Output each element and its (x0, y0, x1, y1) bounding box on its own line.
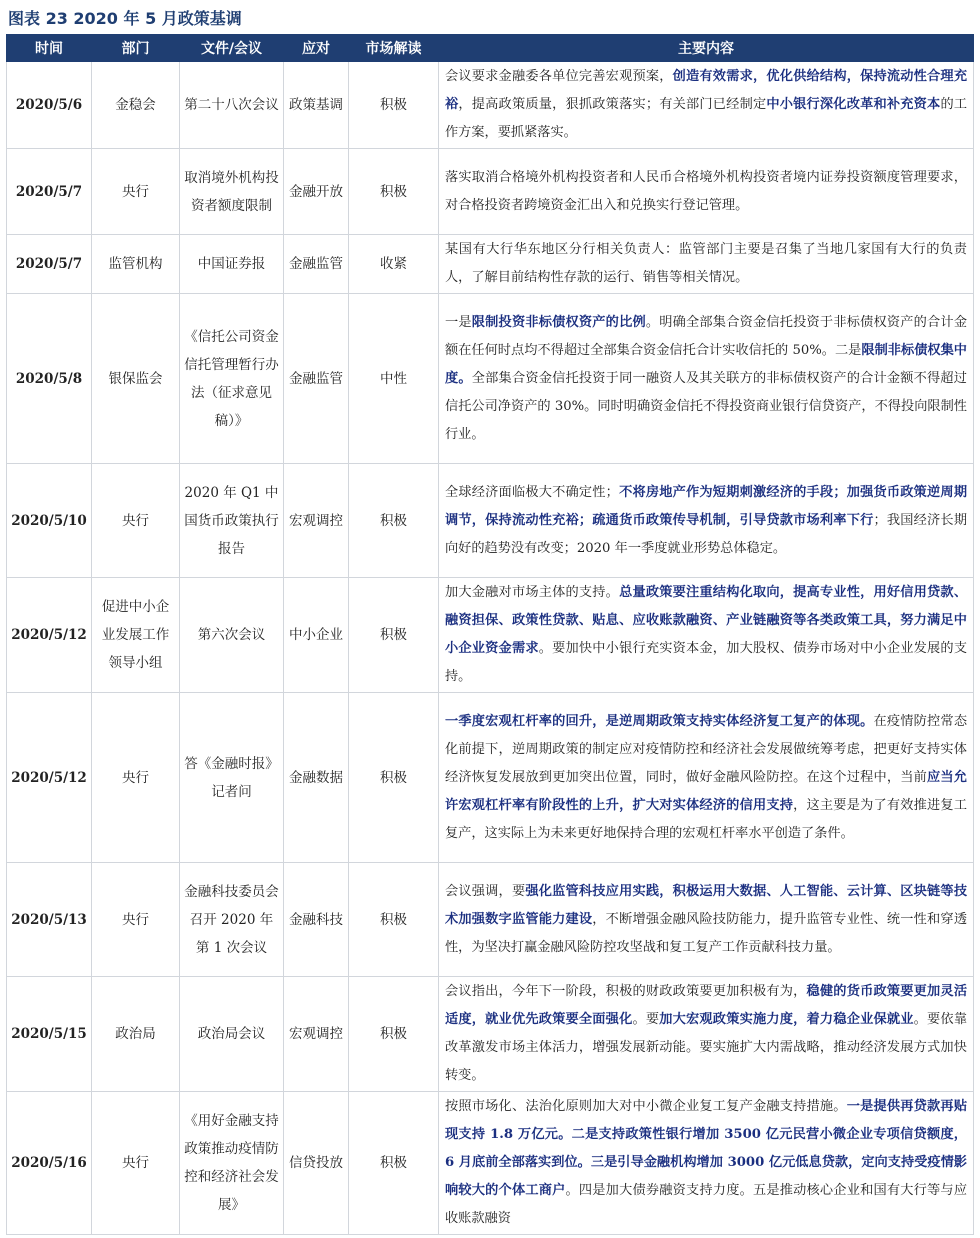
date-cell: 2020/5/7 (7, 149, 92, 235)
content-emphasis: 一是提供再贷款再贴现支持 1.8 万亿元。二是支持政策性银行增加 3500 亿元民营小微企业专项信贷额度，6 月底前全部落实到位。三是引导金融机构增加 3000 亿元低息贷款，定向支持受疫情影响较大的个体工商户 (445, 1099, 968, 1198)
content-emphasis: 总量政策要注重结构化取向，提高专业性，用好信用贷款、融资担保、政策性贷款、贴息、应收账款融资、产业链融资等各类政策工具，努力满足中小企业资金需求 (445, 585, 968, 656)
response-cell: 金融开放 (284, 149, 349, 235)
document-cell: 金融科技委员会召开 2020 年第 1 次会议 (180, 863, 284, 977)
content-cell (439, 62, 974, 149)
department-cell: 促进中小企业发展工作领导小组 (92, 578, 180, 693)
content-text: 某国有大行华东地区分行相关负责人：监管部门主要是召集了当地几家国有大行的负责人，了解目前结构性存款的运行、销售等相关情况。 (445, 242, 967, 285)
content-cell (439, 977, 974, 1092)
content-emphasis: 限制投资非标债权资产的比例 (471, 314, 646, 330)
content-cell (439, 578, 974, 693)
date-cell: 2020/5/7 (7, 235, 92, 294)
department-cell: 央行 (92, 693, 180, 863)
response-cell: 金融监管 (284, 294, 349, 464)
content-text: 全球经济面临极大不确定性； (445, 484, 619, 500)
content-text: 。要依靠改革激发市场主体活力，增强发展新动能。要实施扩大内需战略，推动经济发展方式加快转变。 (445, 1012, 968, 1083)
content-cell (439, 863, 974, 977)
market-cell: 积极 (349, 464, 439, 578)
date-cell: 2020/5/12 (7, 578, 92, 693)
content-text: 会议要求金融委各单位完善宏观预案， (445, 69, 673, 84)
header-department: 部门 (92, 35, 180, 62)
document-cell: 第六次会议 (180, 578, 284, 693)
document-cell: 2020 年 Q1 中国货币政策执行报告 (180, 464, 284, 578)
table-row (7, 863, 974, 977)
content-text: 按照市场化、法治化原则加大对中小微企业复工复产金融支持措施。 (445, 1099, 847, 1114)
content-cell (439, 149, 974, 235)
content-text: 落实取消合格境外机构投资者和人民币合格境外机构投资者境内证券投资额度管理要求，对合格投资者跨境资金汇出入和兑换实行登记管理。 (445, 169, 967, 213)
table-row (7, 693, 974, 863)
market-cell: 收紧 (349, 235, 439, 294)
content-text: 会议强调，要 (445, 883, 526, 899)
content-emphasis: 应当允许宏观杠杆率有阶段性的上升，扩大对实体经济的信用支持 (445, 769, 967, 813)
date-cell: 2020/5/13 (7, 863, 92, 977)
table-row (7, 1092, 974, 1235)
department-cell: 银保监会 (92, 294, 180, 464)
content-text: 。四是加大债券融资支持力度。五是推动核心企业和国有大行等与应收账款融资 (445, 1183, 968, 1226)
table-row (7, 62, 974, 149)
date-cell: 2020/5/16 (7, 1092, 92, 1235)
content-text: 加大金融对市场主体的支持。 (445, 585, 620, 600)
figure-title: 图表 23 2020 年 5 月政策基调 (8, 9, 242, 28)
content-text: 会议指出，今年下一阶段，积极的财政政策要更加积极有为， (445, 984, 807, 999)
department-cell: 监管机构 (92, 235, 180, 294)
content-cell (439, 693, 974, 863)
content-emphasis: 一季度宏观杠杆率的回升，是逆周期政策支持实体经济复工复产的体现。 (445, 713, 874, 729)
content-text: ，提高政策质量，狠抓政策落实；有关部门已经制定 (458, 97, 767, 112)
document-cell: 《信托公司资金信托管理暂行办法（征求意见稿）》 (180, 294, 284, 464)
content-text: 全部集合资金信托投资于同一融资人及其关联方的非标债权资产的合计金额不得超过信托公司净资产的 30%。同时明确资金信托不得投资商业银行信贷资产，不得投向限制性行业。 (445, 370, 967, 442)
document-cell: 政治局会议 (180, 977, 284, 1092)
department-cell: 政治局 (92, 977, 180, 1092)
market-cell: 积极 (349, 1092, 439, 1235)
document-cell: 第二十八次会议 (180, 62, 284, 149)
date-cell: 2020/5/12 (7, 693, 92, 863)
content-emphasis: 中小银行深化改革和补充资本 (766, 97, 941, 112)
content-text: 。要加快中小银行充实资本金，加大股权、债券市场对中小企业发展的支持。 (445, 641, 968, 684)
market-cell: 积极 (349, 578, 439, 693)
response-cell: 金融监管 (284, 235, 349, 294)
response-cell: 金融科技 (284, 863, 349, 977)
header-date: 时间 (7, 35, 92, 62)
response-cell: 宏观调控 (284, 977, 349, 1092)
market-cell: 积极 (349, 977, 439, 1092)
market-cell: 积极 (349, 62, 439, 149)
date-cell: 2020/5/6 (7, 62, 92, 149)
document-cell: 中国证券报 (180, 235, 284, 294)
content-text: 的工作方案，要抓紧落实。 (445, 97, 968, 140)
date-cell: 2020/5/15 (7, 977, 92, 1092)
department-cell: 央行 (92, 1092, 180, 1235)
content-emphasis: 加大宏观政策实施力度，着力稳企业保就业 (659, 1012, 914, 1027)
content-text: 在疫情防控常态化前提下，逆周期政策的制定应对疫情防控和经济社会发展做统筹考虑，把更好支持实体经济恢复发展放到更加突出位置，同时，做好金融风险防控。在这个过程中，当前 (445, 713, 968, 785)
market-cell: 积极 (349, 693, 439, 863)
content-cell (439, 464, 974, 578)
header-market: 市场解读 (349, 35, 439, 62)
content-emphasis: 强化监管科技应用实践，积极运用大数据、人工智能、云计算、区块链等技术加强数字监管能力建设 (445, 883, 968, 927)
table-row (7, 235, 974, 294)
document-cell: 答《金融时报》记者问 (180, 693, 284, 863)
content-text: ；我国经济长期向好的趋势没有改变；2020 年一季度就业形势总体稳定。 (445, 512, 968, 556)
response-cell: 中小企业 (284, 578, 349, 693)
document-cell: 《用好金融支持政策推动疫情防控和经济社会发展》 (180, 1092, 284, 1235)
content-emphasis: 不将房地产作为短期刺激经济的手段；加强货币政策逆周期调节，保持流动性充裕；疏通货币政策传导机制，引导贷款市场利率下行 (445, 484, 968, 528)
market-cell: 积极 (349, 863, 439, 977)
response-cell: 政策基调 (284, 62, 349, 149)
table-row (7, 578, 974, 693)
content-cell (439, 294, 974, 464)
market-cell: 中性 (349, 294, 439, 464)
content-cell (439, 1092, 974, 1235)
header-content: 主要内容 (439, 35, 974, 62)
content-text: 一是 (445, 314, 472, 330)
response-cell: 金融数据 (284, 693, 349, 863)
response-cell: 宏观调控 (284, 464, 349, 578)
response-cell: 信贷投放 (284, 1092, 349, 1235)
date-cell: 2020/5/8 (7, 294, 92, 464)
content-emphasis: 创造有效需求，优化供给结构，保持流动性合理充裕 (445, 69, 968, 112)
content-text: ，这主要是为了有效推进复工复产，这实际上为未来更好地保持合理的宏观杠杆率水平创造了条件。 (445, 797, 968, 841)
content-emphasis: 稳健的货币政策要更加灵活适度，就业优先政策要全面强化 (445, 984, 968, 1027)
table-row (7, 149, 974, 235)
content-cell (439, 235, 974, 294)
content-text: 。要 (632, 1012, 660, 1027)
market-cell: 积极 (349, 149, 439, 235)
table-row (7, 977, 974, 1092)
date-cell: 2020/5/10 (7, 464, 92, 578)
department-cell: 央行 (92, 149, 180, 235)
department-cell: 央行 (92, 464, 180, 578)
table-header-row (7, 35, 974, 62)
policy-table (6, 34, 974, 1235)
content-text: ，不断增强金融风险技防能力，提升监管专业性、统一性和穿透性，为坚决打赢金融风险防控攻坚战和复工复产工作贡献科技力量。 (445, 911, 968, 955)
content-emphasis: 限制非标债权集中度。 (445, 342, 967, 386)
table-row (7, 464, 974, 578)
table-row (7, 294, 974, 464)
document-cell: 取消境外机构投资者额度限制 (180, 149, 284, 235)
department-cell: 金稳会 (92, 62, 180, 149)
content-text: 。明确全部集合资金信托投资于非标债权资产的合计金额在任何时点均不得超过全部集合资金信托合计实收信托的 50%。二是 (445, 314, 968, 358)
header-response: 应对 (284, 35, 349, 62)
department-cell: 央行 (92, 863, 180, 977)
header-document: 文件/会议 (180, 35, 284, 62)
